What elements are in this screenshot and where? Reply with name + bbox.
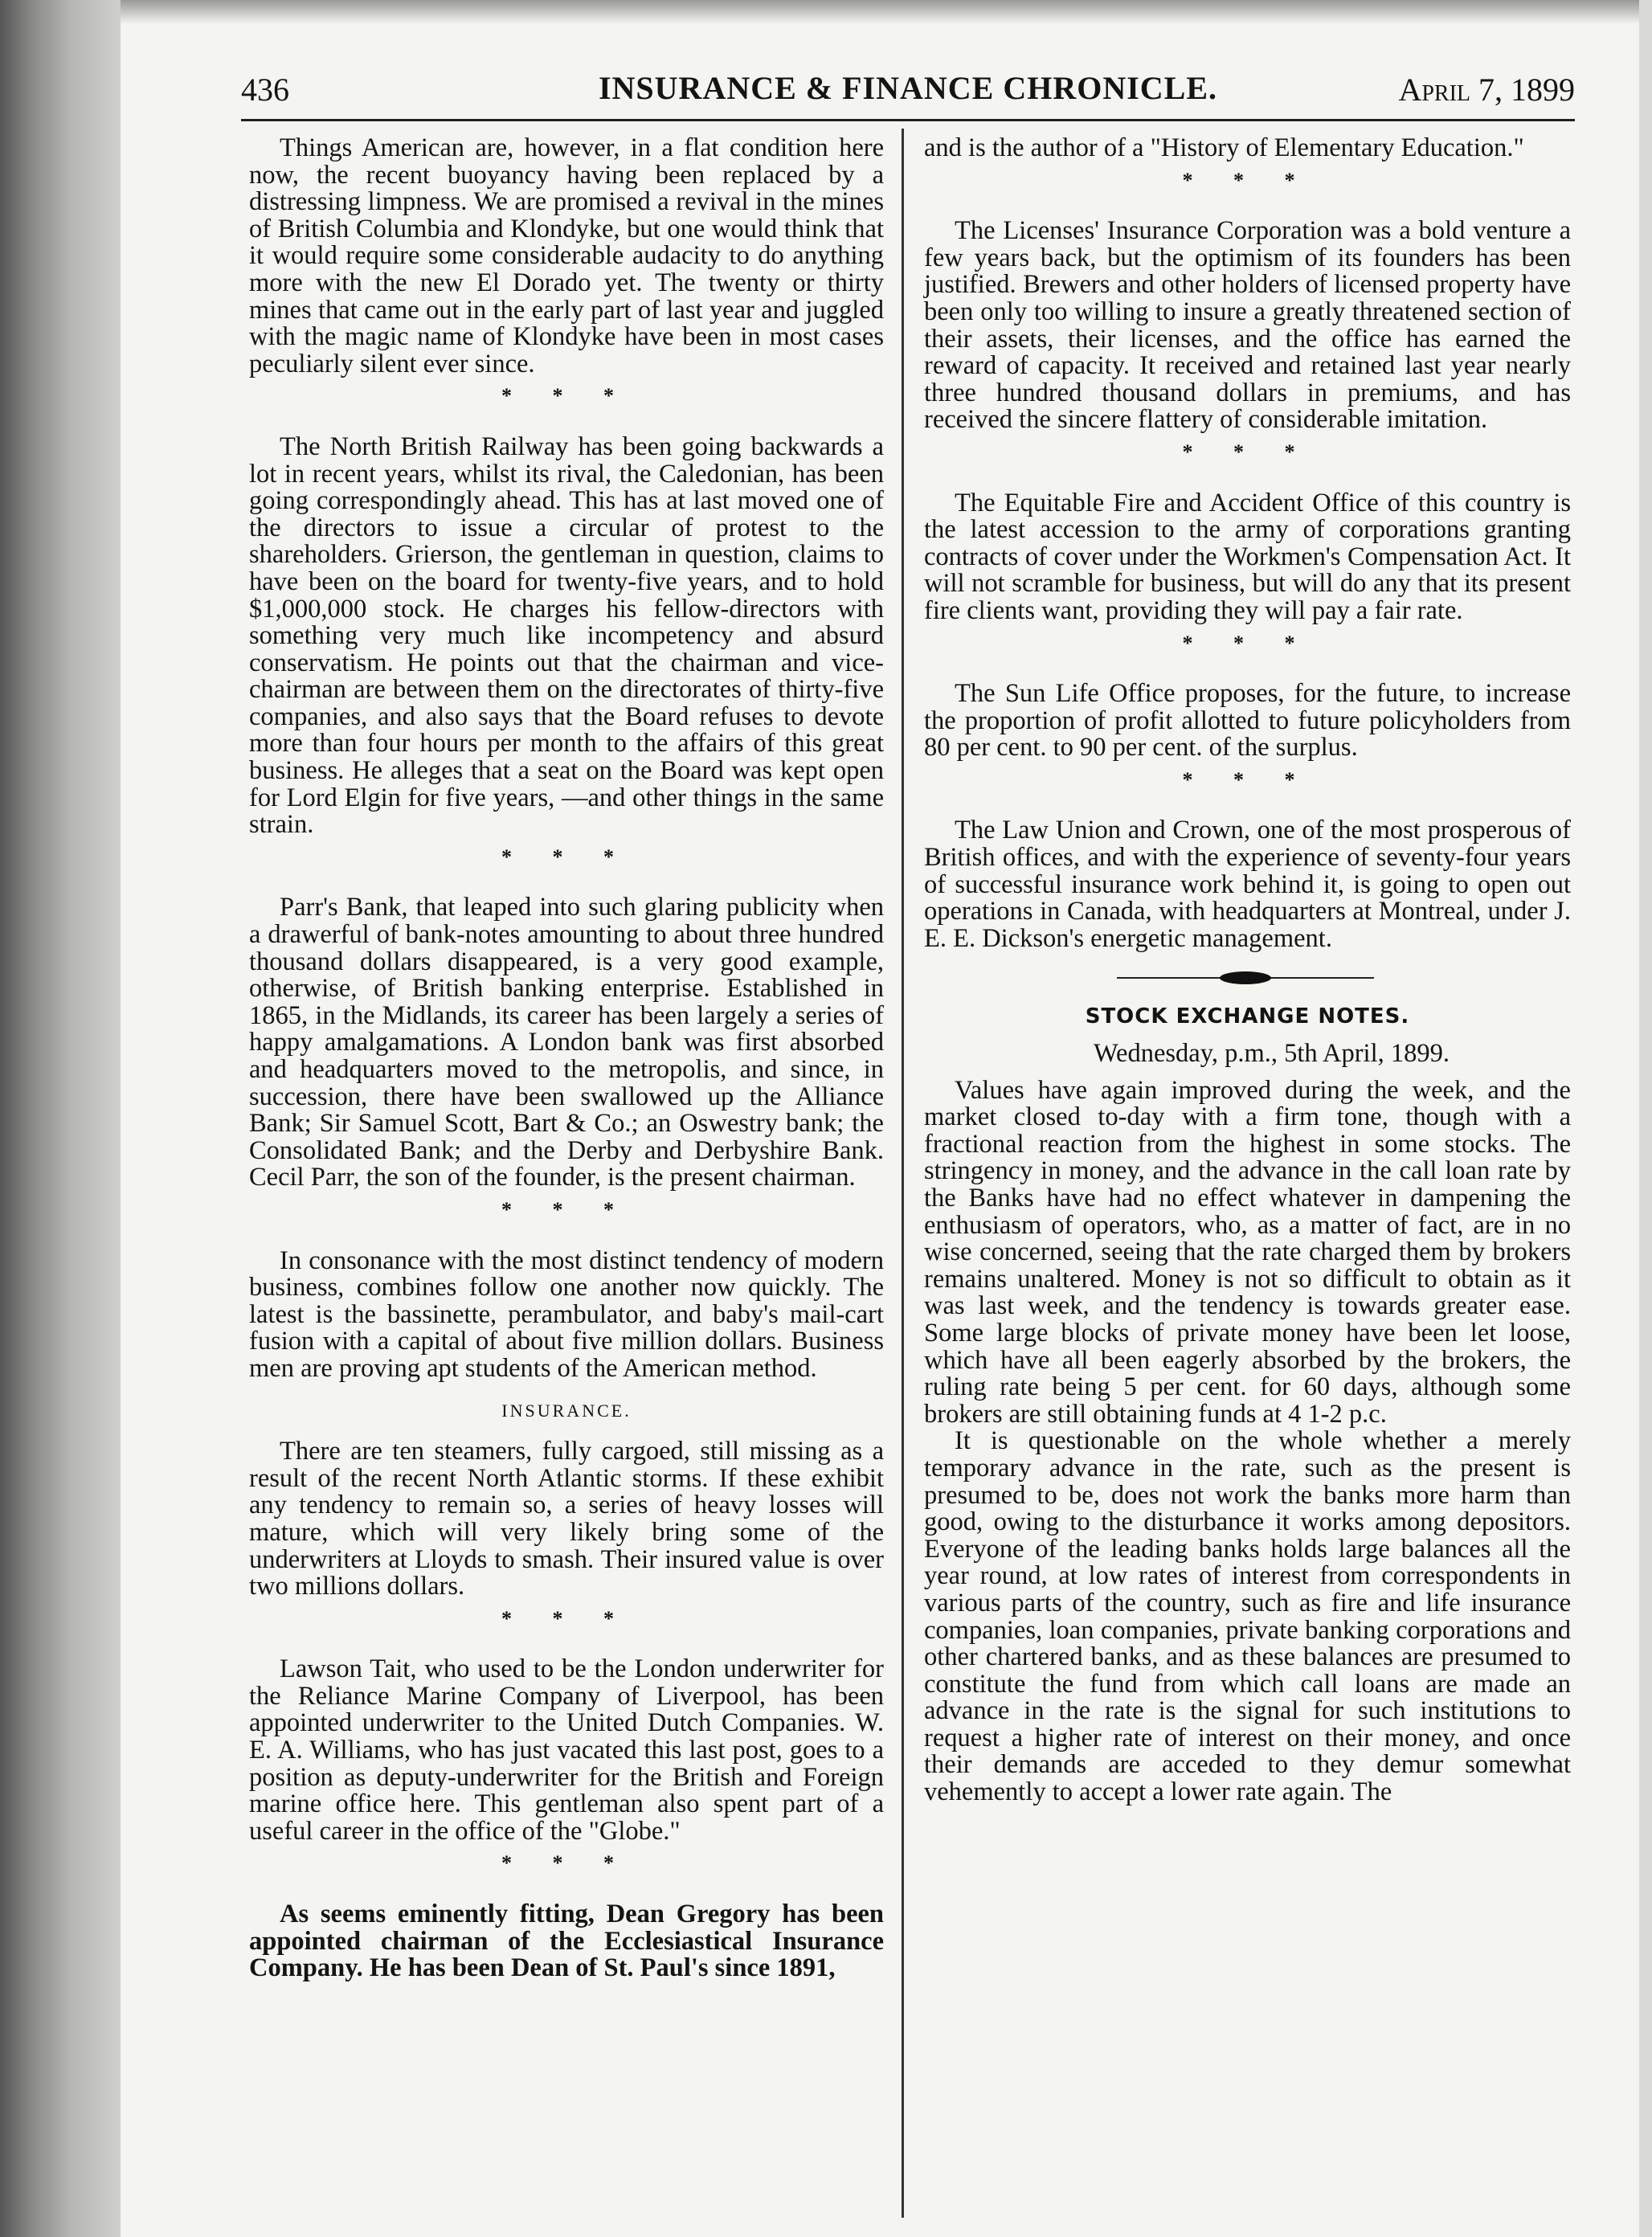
page-binding-shadow: [0, 0, 121, 2237]
paragraph-market-values: Values have again improved during the week, and the market closed to-day with a firm tone, though with a fractional reaction from the highest in some stocks. The stringency in money, and the advance in the call loan rate by the Banks have had no effect whatever in dampening the enthusiasm of operators, who, as a matter of fact, are in no wise concerned, seeing that the rate charged them by brokers remains unaltered. Money is not so difficult to obtain as it was last week, and the tendency is towards greater ease. Some large blocks of private money have been let loose, which have all been eagerly absorbed by the brokers, the ruling rate being 5 per cent. for 60 days, although some brokers are still obtaining funds at 4 1-2 p.c.: [924, 1075, 1571, 1429]
right-column: [924, 135, 1571, 1806]
column-divider: [902, 129, 904, 2218]
paragraph-dean-gregory: As seems eminently fitting, Dean Gregory has been appointed chairman of the Ecclesiastical Insurance Company. He has been Dean of St. Paul's since 1891,: [249, 1900, 884, 1983]
ornament-diamond-icon: [1220, 971, 1271, 984]
stock-exchange-dateline: Wednesday, p.m., 5th April, 1899.: [1093, 1039, 1450, 1069]
paragraph-equitable-fire: The Equitable Fire and Accident Office of this country is the latest accession to the army of corporations granting contracts of cover under the Workmen's Compensation Act. It will not scramble for business, but will do any that its present fire clients want, providing they will pay a fair rate.: [924, 488, 1571, 625]
page-number: 436: [241, 72, 289, 108]
decorative-rule-ornament: [924, 970, 1571, 986]
paragraph-licenses-insurance: The Licenses' Insurance Corporation was a bold venture a few years back, but the optimism of its founders has been justified. Brewers and other holders of licensed property have been only too willing to insure a greatly threatened section of their assets, their licenses, and the office has earned the reward of capacity. It received and retained last year nearly three hundred thousand dollars in premiums, and has received the sincere flattery of considerable imitation.: [924, 216, 1571, 435]
section-separator: * * *: [1182, 440, 1313, 464]
section-separator: * * *: [1182, 767, 1313, 791]
paragraph-combines: In consonance with the most distinct tendency of modern business, combines follow one another now quickly. The latest is the bassinette, perambulator, and baby's mail-cart fusion with a capital of about five million dollars. Business men are proving apt students of the American method.: [249, 1245, 884, 1383]
insurance-subheading: INSURANCE.: [501, 1400, 632, 1421]
section-separator: * * *: [501, 1851, 632, 1875]
paragraph-dean-gregory-continued: and is the author of a "History of Elementary Education.": [924, 133, 1524, 162]
paragraph-law-union: The Law Union and Crown, one of the most prosperous of British offices, and with the experience of seventy-four years of successful insurance work behind it, is going to open out operations in Canada, with headquarters at Montreal, under J. E. E. Dickson's energetic management.: [924, 816, 1571, 953]
header-rule: [241, 119, 1575, 121]
section-separator: * * *: [1182, 631, 1313, 655]
paragraph-sun-life: The Sun Life Office proposes, for the future, to increase the proportion of profit allotted to future policyholders from 80 per cent. to 90 per cent. of the surplus.: [924, 679, 1571, 763]
section-separator: * * *: [501, 1197, 632, 1221]
paragraph-north-british-railway: The North British Railway has been going backwards a lot in recent years, whilst its rival, the Caledonian, has been going correspondingly ahead. This has at last moved one of the directors to issue a circular of protest to the shareholders. Grierson, the gentleman in question, claims to have been on the board for twenty-five years, and to hold $1,000,000 stock. He charges his fellow-directors with something very much like incompetency and absurd conservatism. He points out that the chairman and vice-chairman are between them on the directorates of thirty-five companies, and also says that the Board refuses to devote more than four hours per month to the affairs of this great business. He alleges that a seat on the Board was kept open for Lord Elgin for five years, —and other things in the same strain.: [249, 431, 884, 840]
paragraph-missing-steamers: There are ten steamers, fully cargoed, still missing as a result of the recent North Atlantic storms. If these exhibit any tendency to remain so, a series of heavy losses will mature, which will very likely bring some of the underwriters at Lloyds to smash. Their insured value is over two millions dollars.: [249, 1437, 884, 1601]
section-separator: * * *: [501, 384, 632, 408]
publication-title: INSURANCE & FINANCE CHRONICLE.: [598, 70, 1218, 106]
paragraph-parrs-bank: Parr's Bank, that leaped into such glaring publicity when a drawerful of bank-notes amounting to about three hundred thousand dollars disappeared, is a very good example, otherwise, of British banking enterprise. Established in 1865, in the Midlands, its career has been largely a series of happy amalgamations. A London bank was first absorbed and headquarters moved to the metropolis, and since, in succession, there have been swallowed up the Alliance Bank; Sir Samuel Scott, Bart & Co.; an Oswestry bank; the Consolidated Bank; and the Derby and Derbyshire Bank. Cecil Parr, the son of the founder, is the present chairman.: [249, 893, 884, 1192]
stock-exchange-heading: STOCK EXCHANGE NOTES.: [1085, 1004, 1410, 1029]
paragraph-lawson-tait: Lawson Tait, who used to be the London underwriter for the Reliance Marine Company of Liverpool, has been appointed underwriter to the United Dutch Companies. W. E. A. Williams, who has just vacated this last post, goes to a position as deputy-underwriter for the British and Foreign marine office here. This gentleman also spent part of a useful career in the office of the "Globe.": [249, 1654, 884, 1846]
paragraph-rate-advance: It is questionable on the whole whether a merely temporary advance in the rate, such as the present is presumed to be, does not work the banks more harm than good, owing to the disturbance it works among depositors. Everyone of the leading banks holds large balances all the year round, at low rates of interest from correspondents in various parts of the country, such as fire and life insurance companies, loan companies, private banking corporations and other chartered banks, and as these balances are presumed to constitute the fund from which call loans are made an advance in the rate is the signal for such institutions to request a higher rate of interest on their money, and once their demands are acceded to they demur somewhat vehemently to accept a lower rate again. The: [924, 1426, 1571, 1807]
section-separator: * * *: [501, 844, 632, 869]
section-separator: * * *: [1182, 168, 1313, 192]
issue-date: April 7, 1899: [1398, 72, 1575, 108]
left-column: [249, 135, 884, 1982]
section-separator: * * *: [501, 1606, 632, 1630]
page-header: [241, 63, 1575, 119]
paragraph-american-mines: Things American are, however, in a flat condition here now, the recent buoyancy having been replaced by a distressing limpness. We are promised a revival in the mines of British Columbia and Klondyke, but one would think that it would require some considerable audacity to do anything more with the new El Dorado yet. The twenty or thirty mines that came out in the early part of last year and juggled with the magic name of Klondyke have been in most cases peculiarly silent ever since.: [249, 133, 884, 378]
page-top-edge: [121, 0, 1639, 24]
